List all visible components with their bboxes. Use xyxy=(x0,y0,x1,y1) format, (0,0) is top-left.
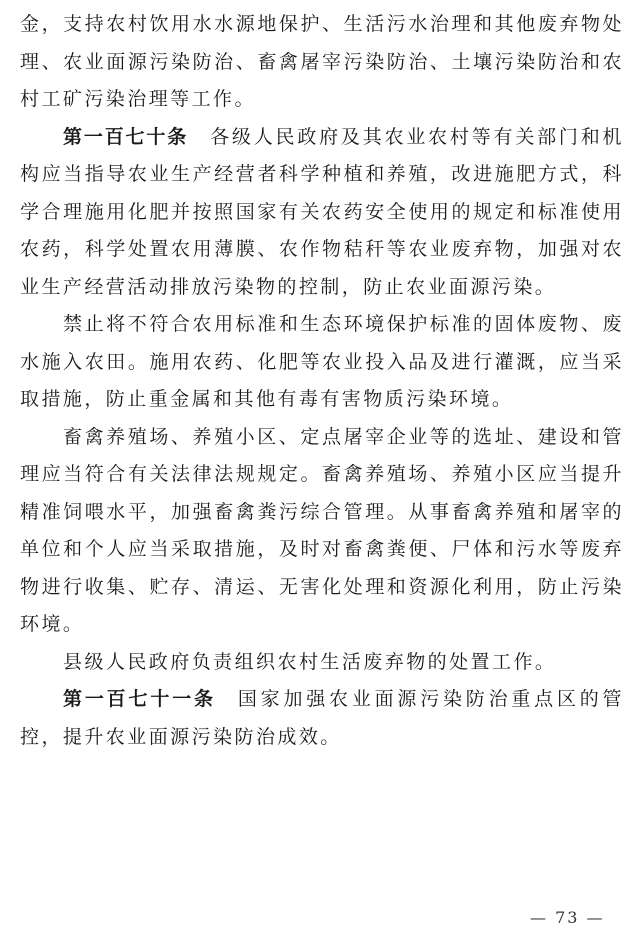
paragraph-text: 各级人民政府及其农业农村等有关部门和机构应当指导农业生产经营者科学种植和养殖，改进施肥方式，科学合理施用化肥并按照国家有关农药安全使用的规定和标准使用农药，科学处置农用薄膜、农作物秸秆等农业废弃物，加强对农业生产经营活动排放污染物的控制，防止农业面源污染。 xyxy=(20,125,624,298)
article-title: 第一百七十一条 xyxy=(63,688,216,710)
paragraph-5 xyxy=(20,644,624,682)
document-page xyxy=(20,6,624,756)
page-number: — 73 — xyxy=(530,908,605,927)
article-title: 第一百七十条 xyxy=(63,125,189,148)
paragraph-1 xyxy=(20,6,624,119)
paragraph-4 xyxy=(20,419,624,644)
paragraph-text: 县级人民政府负责组织农村生活废弃物的处置工作。 xyxy=(63,650,557,673)
paragraph-text: 畜禽养殖场、养殖小区、定点屠宰企业等的选址、建设和管理应当符合有关法律法规规定。畜禽养殖场、养殖小区应当提升精准饲喂水平，加强畜禽粪污综合管理。从事畜禽养殖和屠宰的单位和个人应当采取措施，及时对畜禽粪便、尸体和污水等废弃物进行收集、贮存、清运、无害化处理和资源化利用，防止污染环境。 xyxy=(20,425,624,635)
article-171-paragraph xyxy=(20,681,624,756)
paragraph-3 xyxy=(20,306,624,419)
paragraph-text: 国家加强农业面源污染防治重点区的管控，提升农业面源污染防治成效。 xyxy=(20,688,624,748)
article-170-paragraph xyxy=(20,119,624,307)
paragraph-text: 金，支持农村饮用水水源地保护、生活污水治理和其他废弃物处理、农业面源污染防治、畜禽屠宰污染防治、土壤污染防治和农村工矿污染治理等工作。 xyxy=(20,13,624,110)
paragraph-text: 禁止将不符合农用标准和生态环境保护标准的固体废物、废水施入农田。施用农药、化肥等农业投入品及进行灌溉，应当采取措施，防止重金属和其他有毒有害物质污染环境。 xyxy=(20,313,624,410)
